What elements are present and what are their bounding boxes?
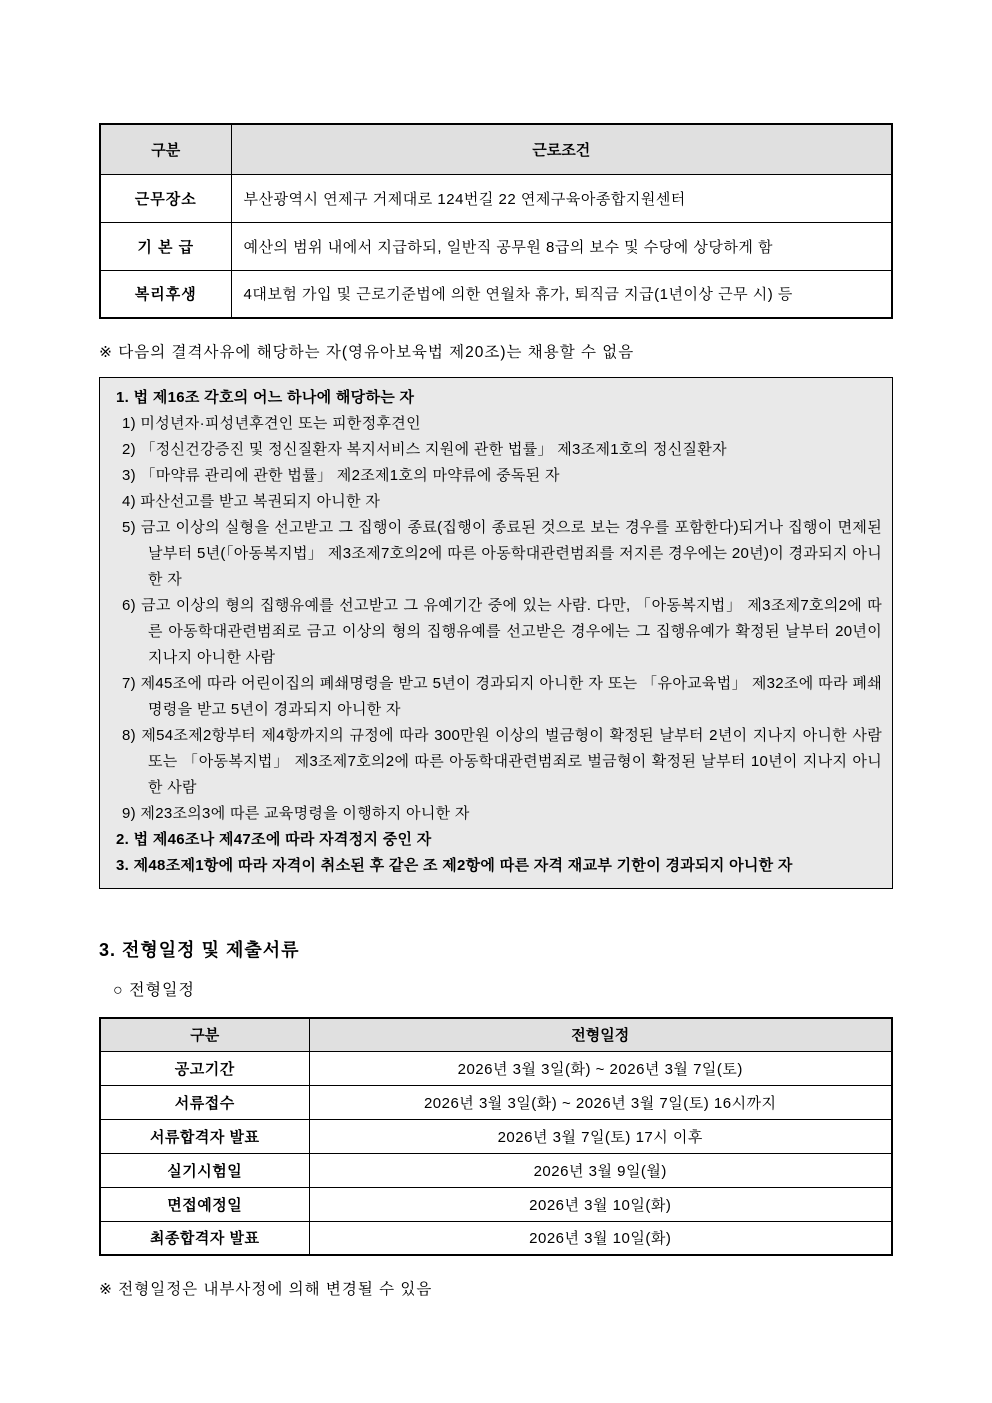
- schedule-row-value-final-pass: 2026년 3월 10일(화): [309, 1221, 892, 1255]
- work-table-header-category: 구분: [100, 124, 231, 174]
- section-title: 3. 전형일정 및 제출서류: [99, 940, 300, 960]
- box-item-1: 1. 법 제16조 각호의 어느 하나에 해당하는 자: [116, 389, 415, 406]
- work-row-value-benefits: 4대보험 가입 및 근로기준법에 의한 연월차 휴가, 퇴직금 지급(1년이상 근무 시) 등: [231, 270, 892, 318]
- schedule-row-value-practical-test: 2026년 3월 9일(월): [309, 1153, 892, 1187]
- schedule-row-label-application: 서류접수: [100, 1085, 309, 1119]
- box-item-1-9: 9) 제23조의3에 따른 교육명령을 이행하지 아니한 자: [122, 805, 470, 822]
- work-row-value-base-pay: 예산의 범위 내에서 지급하되, 일반직 공무원 8급의 보수 및 수당에 상당하게 함: [231, 222, 892, 270]
- table-row: [100, 1221, 892, 1255]
- table-row: [100, 222, 892, 270]
- work-row-label-workplace: 근무장소: [100, 174, 231, 222]
- box-item-1-1: 1) 미성년자·피성년후견인 또는 피한정후견인: [122, 415, 421, 432]
- table-header-row: [100, 1018, 892, 1051]
- schedule-row-label-final-pass: 최종합격자 발표: [100, 1221, 309, 1255]
- schedule-table-wrap: [99, 1017, 893, 1256]
- table-row: [100, 270, 892, 318]
- schedule-row-value-application: 2026년 3월 3일(화) ~ 2026년 3월 7일(토) 16시까지: [309, 1085, 892, 1119]
- section-subtitle: ○ 전형일정: [113, 982, 195, 999]
- box-item-3: 3. 제48조제1항에 따라 자격이 취소된 후 같은 조 제2항에 따른 자격 재교부 기한이 경과되지 아니한 자: [116, 857, 793, 874]
- box-item-1-4: 4) 파산선고를 받고 복권되지 아니한 자: [122, 493, 381, 510]
- disqualification-box: [99, 377, 893, 889]
- table-row: [100, 1153, 892, 1187]
- work-row-value-workplace: 부산광역시 연제구 거제대로 124번길 22 연제구육아종합지원센터: [231, 174, 892, 222]
- schedule-header-schedule: 전형일정: [309, 1018, 892, 1051]
- box-item-1-3: 3) 「마약류 관리에 관한 법률」 제2조제1호의 마약류에 중독된 자: [122, 467, 560, 484]
- table-row: [100, 1051, 892, 1085]
- work-row-label-benefits: 복리후생: [100, 270, 231, 318]
- schedule-row-label-practical-test: 실기시험일: [100, 1153, 309, 1187]
- table-row: [100, 1187, 892, 1221]
- schedule-row-value-document-pass: 2026년 3월 7일(토) 17시 이후: [309, 1119, 892, 1153]
- disqualification-note: ※ 다음의 결격사유에 해당하는 자(영유아보육법 제20조)는 채용할 수 없음: [99, 344, 635, 361]
- schedule-change-note: ※ 전형일정은 내부사정에 의해 변경될 수 있음: [99, 1281, 433, 1298]
- work-row-label-base-pay: 기 본 급: [100, 222, 231, 270]
- work-table-header-conditions: 근로조건: [231, 124, 892, 174]
- box-item-1-5: 5) 금고 이상의 실형을 선고받고 그 집행이 종료(집행이 종료된 것으로 보는 경우를 포함한다)되거나 집행이 면제된 날부터 5년(「아동복지법」 제3조제7호의2에 따른 아동학대관련범죄를 저지른 경우에는 20년)이 경과되지 아니한 자: [122, 519, 882, 588]
- schedule-row-label-document-pass: 서류합격자 발표: [100, 1119, 309, 1153]
- schedule-row-value-announcement: 2026년 3월 3일(화) ~ 2026년 3월 7일(토): [309, 1051, 892, 1085]
- document-page: [99, 0, 893, 1299]
- schedule-row-label-interview: 면접예정일: [100, 1187, 309, 1221]
- box-item-1-7: 7) 제45조에 따라 어린이집의 폐쇄명령을 받고 5년이 경과되지 아니한 자 또는 「유아교육법」 제32조에 따라 폐쇄명령을 받고 5년이 경과되지 아니한 자: [122, 675, 882, 718]
- box-item-1-2: 2) 「정신건강증진 및 정신질환자 복지서비스 지원에 관한 법률」 제3조제1호의 정신질환자: [122, 441, 727, 458]
- schedule-row-value-interview: 2026년 3월 10일(화): [309, 1187, 892, 1221]
- schedule-table: [99, 1017, 893, 1256]
- box-item-1-6: 6) 금고 이상의 형의 집행유예를 선고받고 그 유예기간 중에 있는 사람. 다만, 「아동복지법」 제3조제7호의2에 따른 아동학대관련범죄로 금고 이상의 형의 집행유예를 선고받은 경우에는 그 집행유예가 확정된 날부터 20년이 지나지 아니한 사람: [122, 597, 882, 666]
- schedule-row-label-announcement: 공고기간: [100, 1051, 309, 1085]
- schedule-header-category: 구분: [100, 1018, 309, 1051]
- table-row: [100, 1085, 892, 1119]
- table-header-row: [100, 124, 892, 174]
- table-row: [100, 1119, 892, 1153]
- box-item-1-8: 8) 제54조제2항부터 제4항까지의 규정에 따라 300만원 이상의 벌금형이 확정된 날부터 2년이 지나지 아니한 사람 또는 「아동복지법」 제3조제7호의2에 따른 아동학대관련범죄로 벌금형이 확정된 날부터 10년이 지나지 아니한 사람: [122, 727, 882, 796]
- work-conditions-table: [99, 123, 893, 319]
- box-item-2: 2. 법 제46조나 제47조에 따라 자격정지 중인 자: [116, 831, 432, 848]
- table-row: [100, 174, 892, 222]
